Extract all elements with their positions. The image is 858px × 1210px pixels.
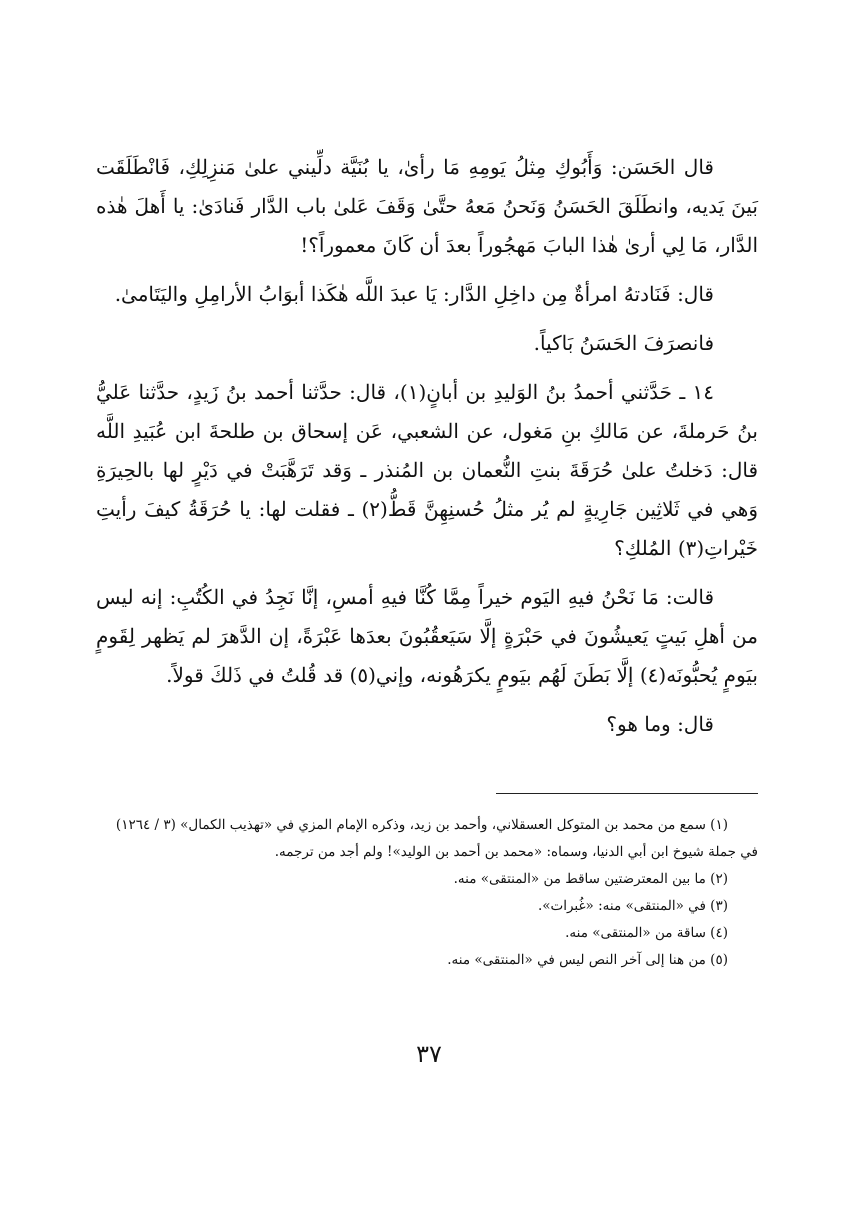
paragraph-hadith-14: ١٤ ـ حَدَّثني أحمدُ بنُ الوَليدِ بن أبانٍ(١)، قال: حدَّثنا أحمد بنُ زَيدٍ، حدَّثنا عَليُّ بنُ حَرملةَ، عن مَالكِ بنِ مَغول، عن الشعبي، عَن إسحاق بن طلحةَ ابن عُبَيدِ اللَّه قال: دَخلتُ علىٰ حُرَقَةَ بنتِ النُّعمان بن المُنذر ـ وَقد تَرَهَّبَتْ في دَيْرٍ لها بالحِيرَةِ وَهي في ثَلاثِين جَارِيةٍ لم يُر مثلُ حُسنِهِنَّ قَطُّ(٢) ـ فقلت لها: يا حُرَقَةُ كيفَ رأيتِ خَيْراتِ(٣) المُلكِ؟ [96,380,758,560]
footnote-1: (١) سمع من محمد بن المتوكل العسقلاني، وأحمد بن زيد، وذكره الإمام المزي في «تهذيب الكمال» (٣ / ١٢٦٤) في جملة شيوخ ابن أبي الدنيا، وسماه: «محمد بن أحمد بن الوليد»! ولم أجد من ترجمه. [115,817,758,860]
paragraph: قال الحَسَن: وَأَبُوكِ مِثلُ يَومِهِ مَا رأىٰ، يا بُنَيَّة دلِّيني علىٰ مَنزِلِكِ، فَانْطَلَقَت بَينَ يَديه، وانطَلَقَ الحَسَنُ وَنَحنُ مَعهُ حتَّىٰ وَقَفَ عَلىٰ باب الدَّار فَنادَىٰ: يا أَهلَ هٰذه الدَّار، مَا لِي أرىٰ هٰذا البابَ مَهجُوراً بعدَ أن كَانَ معموراً؟! [96,155,758,257]
footnote-2: (٢) ما بين المعترضتين ساقط من «المنتقى» منه. [453,871,728,887]
footnote-4: (٤) ساقة من «المنتقى» منه. [565,925,728,941]
footnotes [96,812,758,974]
paragraph: فانصرَفَ الحَسَنُ بَاكياً. [533,331,714,355]
paragraph: قالت: مَا نَحْنُ فيهِ اليَوم خيراً مِمَّا كُنَّا فيهِ أمسِ، إنَّا نَجِدُ في الكُتُبِ: إنه ليس من أهلِ بَيتٍ يَعيشُونَ في حَبْرَةٍ إلَّا سَيَعقُبُونَ بعدَها عَبْرَةً، إن الدَّهرَ لم يَظهر لِقَومٍ بيَومٍ يُحبُّونَه(٤) إلَّا بَطَنَ لَهُم بيَومٍ يكرَهُونه، وإني(٥) قد قُلتُ في ذَلكَ قولاً. [96,585,758,687]
footnote-3: (٣) في «المنتقى» منه: «غُبرات». [537,898,728,914]
footnote-5: (٥) من هنا إلى آخر النص ليس في «المنتقى» منه. [447,952,728,968]
paragraph: قال: فَنَادتهُ امرأةٌ مِن داخِلِ الدَّار: يَا عبدَ اللَّه هٰكَذا أبوَابُ الأرامِلِ واليَتَامىٰ. [114,282,714,306]
footnote-divider [496,793,758,794]
main-text [96,148,758,744]
page-number: ٣٧ [416,1040,442,1068]
paragraph: قال: وما هو؟ [606,712,714,736]
